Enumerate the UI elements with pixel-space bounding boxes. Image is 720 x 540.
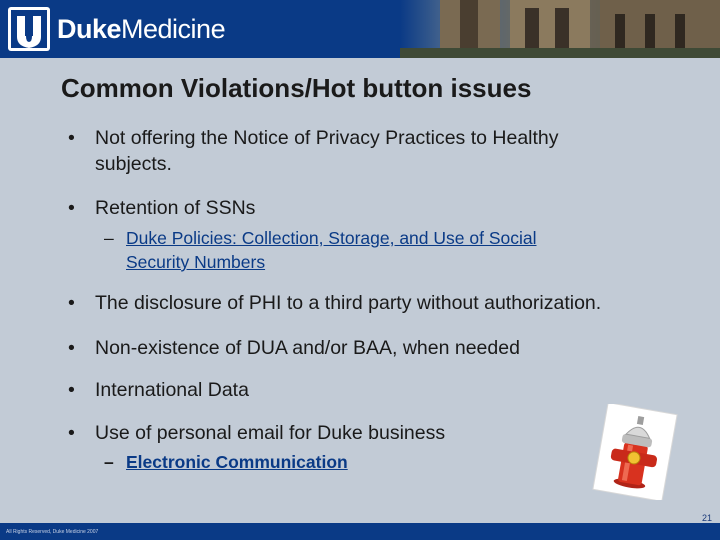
bullet-text: Non-existence of DUA and/or BAA, when needed <box>95 337 520 359</box>
duke-policies-link-continued[interactable]: Security Numbers <box>126 252 266 272</box>
bullet-glyph: • <box>68 422 75 444</box>
bullet-glyph: • <box>68 292 75 314</box>
bullet-text: Retention of SSNs <box>95 197 256 219</box>
slide-title: Common Violations/Hot button issues <box>61 73 532 103</box>
bullet-glyph: • <box>68 197 75 219</box>
electronic-communication-link[interactable]: Electronic Communication <box>126 452 348 472</box>
bullet-glyph: • <box>68 379 75 401</box>
bullet-glyph: • <box>68 127 75 149</box>
bullet-text: Not offering the Notice of Privacy Practices to Healthy <box>95 127 559 149</box>
bullet-text-continued: subjects. <box>95 153 172 175</box>
bullet-text: International Data <box>95 379 249 401</box>
fire-hydrant-icon <box>592 404 678 500</box>
dash-glyph: – <box>104 452 114 472</box>
bullet-glyph: • <box>68 337 75 359</box>
brand-wordmark: DukeMedicine <box>57 14 226 44</box>
duke-policies-link[interactable]: Duke Policies: Collection, Storage, and Use of Social <box>126 228 537 248</box>
header-bar <box>0 0 720 58</box>
chapel-photo <box>400 0 720 58</box>
duke-logo-icon <box>8 7 50 51</box>
bullet-text: Use of personal email for Duke business <box>95 422 446 444</box>
page-number: 21 <box>701 513 712 523</box>
bullet-text: The disclosure of PHI to a third party without authorization. <box>95 292 602 314</box>
copyright-text: All Rights Reserved, Duke Medicine 2007 <box>6 529 99 535</box>
dash-glyph: – <box>104 228 114 248</box>
footer-bar <box>0 523 720 540</box>
